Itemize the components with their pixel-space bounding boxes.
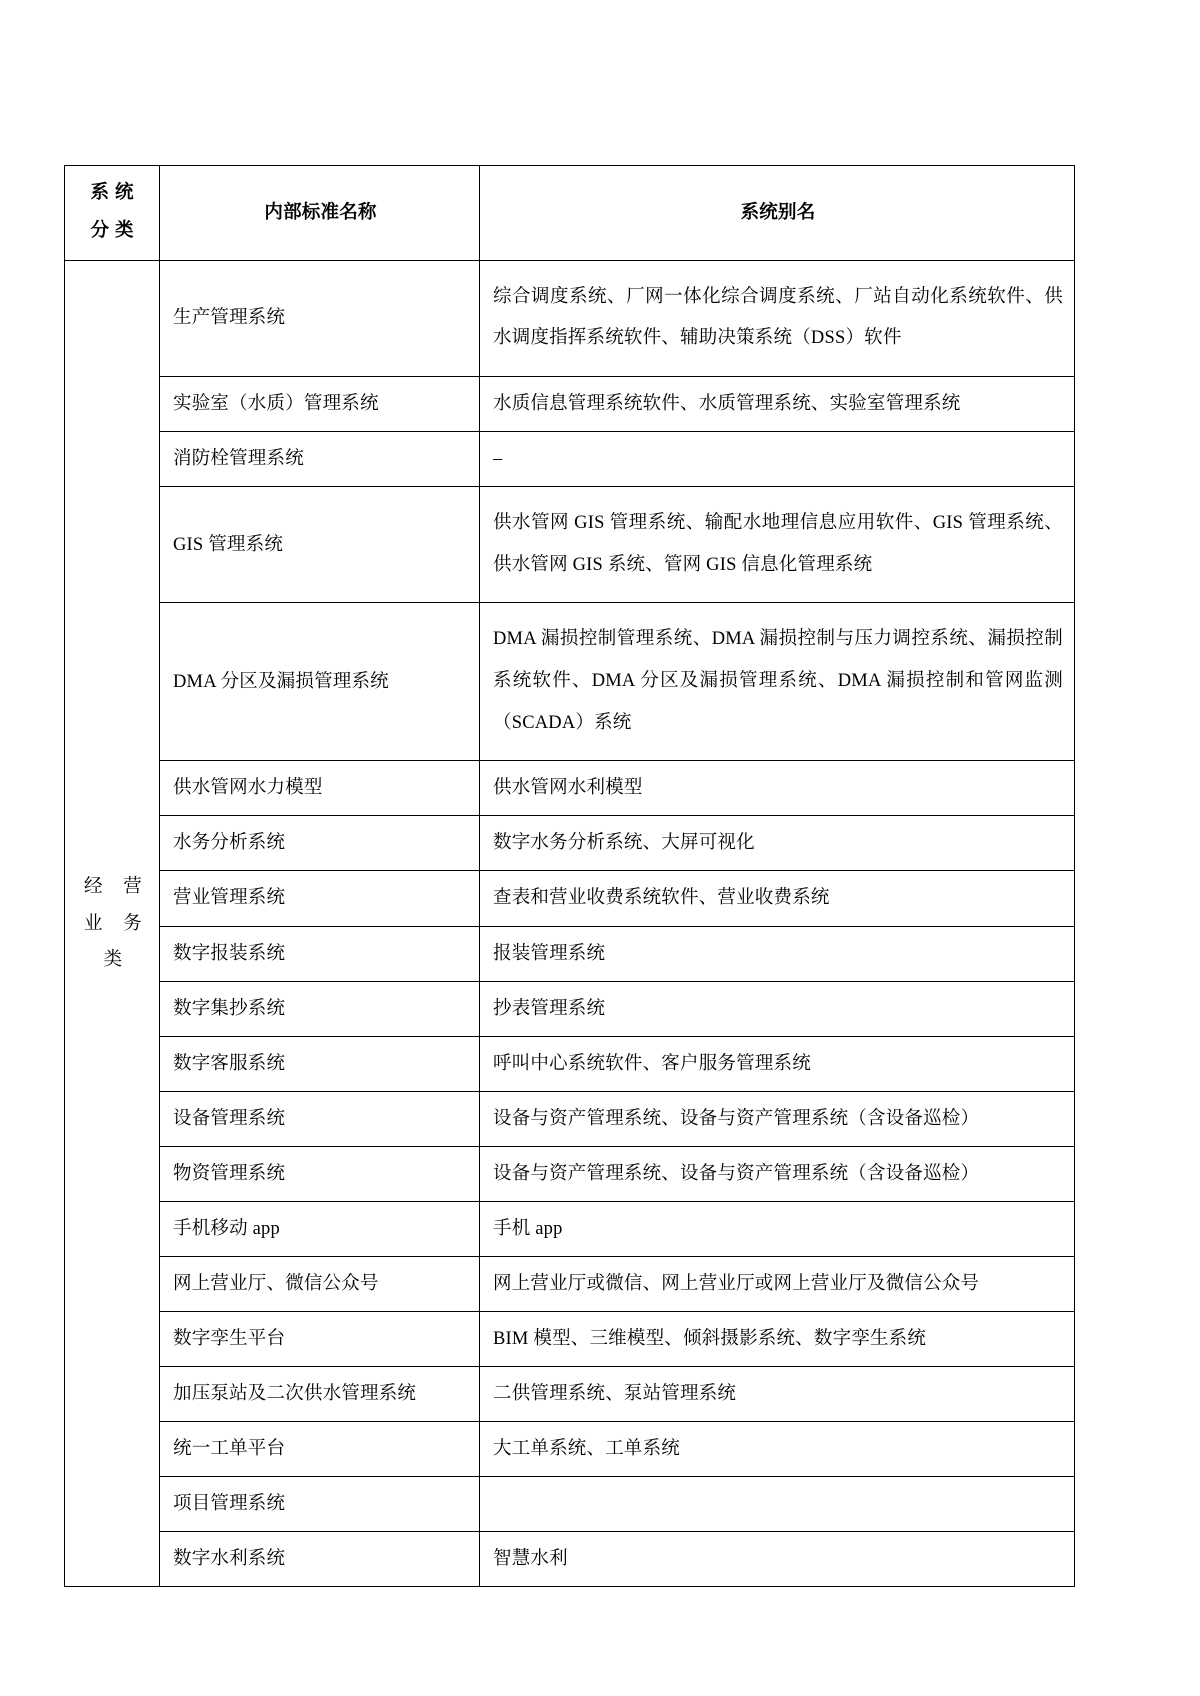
alias-cell: 抄表管理系统 — [480, 981, 1075, 1036]
internal-name-cell: 数字孪生平台 — [160, 1311, 480, 1366]
alias-cell: 呼叫中心系统软件、客户服务管理系统 — [480, 1036, 1075, 1091]
alias-cell: 大工单系统、工单系统 — [480, 1422, 1075, 1477]
alias-cell: 查表和营业收费系统软件、营业收费系统 — [480, 871, 1075, 926]
table-row — [65, 1256, 1075, 1311]
category-cell — [65, 260, 160, 1586]
alias-cell — [480, 1477, 1075, 1532]
alias-cell: 手机 app — [480, 1201, 1075, 1256]
alias-cell: 供水管网水利模型 — [480, 761, 1075, 816]
alias-cell: 数字水务分析系统、大屏可视化 — [480, 816, 1075, 871]
alias-cell: 二供管理系统、泵站管理系统 — [480, 1367, 1075, 1422]
internal-name-cell: 手机移动 app — [160, 1201, 480, 1256]
internal-name-cell: 数字水利系统 — [160, 1532, 480, 1587]
table-row — [65, 1311, 1075, 1366]
alias-cell: – — [480, 432, 1075, 487]
alias-cell: 水质信息管理系统软件、水质管理系统、实验室管理系统 — [480, 377, 1075, 432]
header-category — [65, 166, 160, 261]
table-row — [65, 487, 1075, 603]
internal-name-cell: 消防栓管理系统 — [160, 432, 480, 487]
table-row — [65, 761, 1075, 816]
table-row — [65, 1091, 1075, 1146]
internal-name-cell: 生产管理系统 — [160, 260, 480, 376]
category-line-2: 业务 — [84, 913, 142, 934]
table-row — [65, 260, 1075, 376]
alias-cell: DMA 漏损控制管理系统、DMA 漏损控制与压力调控系统、漏损控制系统软件、DMA 分区及漏损管理系统、DMA 漏损控制和管网监测（SCADA）系统 — [480, 603, 1075, 761]
table-row — [65, 1422, 1075, 1477]
internal-name-cell: 项目管理系统 — [160, 1477, 480, 1532]
table-row — [65, 926, 1075, 981]
table-row — [65, 816, 1075, 871]
internal-name-cell: 营业管理系统 — [160, 871, 480, 926]
table-row — [65, 603, 1075, 761]
internal-name-cell: 设备管理系统 — [160, 1091, 480, 1146]
alias-cell: 设备与资产管理系统、设备与资产管理系统（含设备巡检） — [480, 1146, 1075, 1201]
internal-name-cell: 统一工单平台 — [160, 1422, 480, 1477]
internal-name-cell: 数字客服系统 — [160, 1036, 480, 1091]
table-row — [65, 1201, 1075, 1256]
category-line-1: 经营 — [84, 877, 142, 898]
table-row — [65, 981, 1075, 1036]
header-category-line2: 分类 — [90, 220, 140, 241]
internal-name-cell: 网上营业厅、微信公众号 — [160, 1256, 480, 1311]
category-line-3: 类 — [103, 949, 123, 970]
internal-name-cell: 供水管网水力模型 — [160, 761, 480, 816]
system-classification-table — [64, 165, 1075, 1587]
internal-name-cell: 加压泵站及二次供水管理系统 — [160, 1367, 480, 1422]
table-body — [65, 166, 1075, 1587]
alias-cell: 智慧水利 — [480, 1532, 1075, 1587]
internal-name-cell: 实验室（水质）管理系统 — [160, 377, 480, 432]
table-row — [65, 1532, 1075, 1587]
internal-name-cell: GIS 管理系统 — [160, 487, 480, 603]
table-row — [65, 377, 1075, 432]
internal-name-cell: 数字集抄系统 — [160, 981, 480, 1036]
alias-cell: 报装管理系统 — [480, 926, 1075, 981]
table-row — [65, 1146, 1075, 1201]
header-internal-name: 内部标准名称 — [160, 166, 480, 261]
alias-cell: 网上营业厅或微信、网上营业厅或网上营业厅及微信公众号 — [480, 1256, 1075, 1311]
alias-cell: 综合调度系统、厂网一体化综合调度系统、厂站自动化系统软件、供水调度指挥系统软件、辅助决策系统（DSS）软件 — [480, 260, 1075, 376]
header-category-line1: 系统 — [90, 183, 140, 203]
internal-name-cell: 水务分析系统 — [160, 816, 480, 871]
alias-cell: 设备与资产管理系统、设备与资产管理系统（含设备巡检） — [480, 1091, 1075, 1146]
table-row — [65, 432, 1075, 487]
table-header-row — [65, 166, 1075, 261]
internal-name-cell: DMA 分区及漏损管理系统 — [160, 603, 480, 761]
table-row — [65, 1036, 1075, 1091]
table-row — [65, 1367, 1075, 1422]
alias-cell: 供水管网 GIS 管理系统、输配水地理信息应用软件、GIS 管理系统、供水管网 GIS 系统、管网 GIS 信息化管理系统 — [480, 487, 1075, 603]
table-row — [65, 1477, 1075, 1532]
alias-cell: BIM 模型、三维模型、倾斜摄影系统、数字孪生系统 — [480, 1311, 1075, 1366]
internal-name-cell: 物资管理系统 — [160, 1146, 480, 1201]
header-alias: 系统别名 — [480, 166, 1075, 261]
table-row — [65, 871, 1075, 926]
internal-name-cell: 数字报装系统 — [160, 926, 480, 981]
